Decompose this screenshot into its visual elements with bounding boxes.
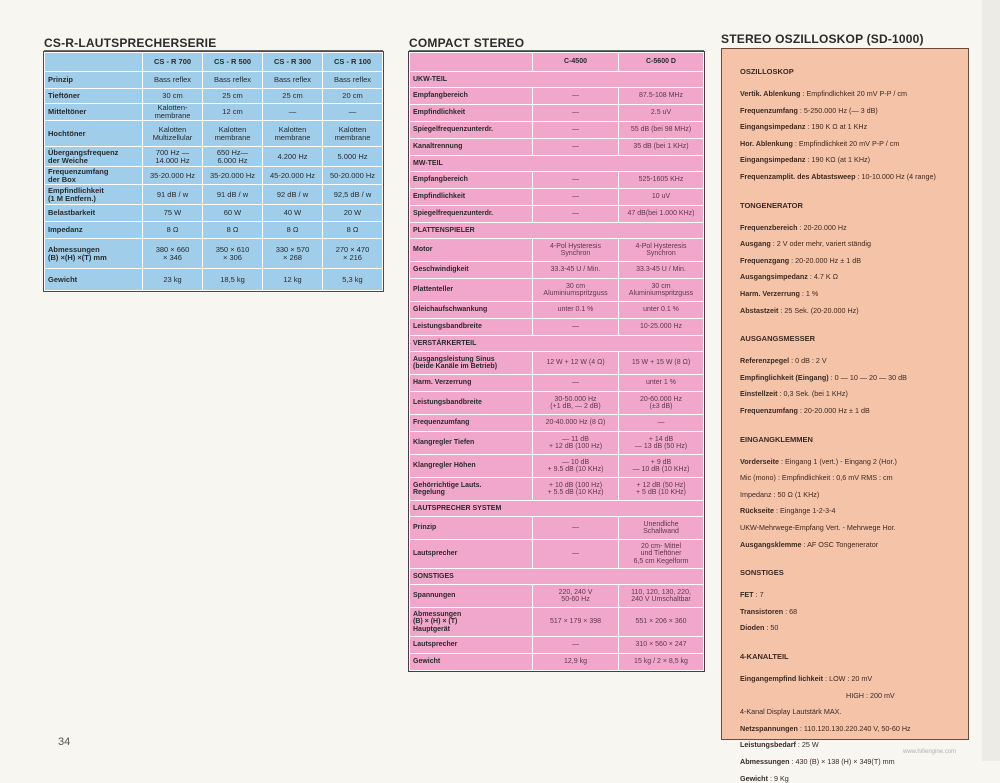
row-label: Abmessungen (B) ×(H) ×(T) mm	[45, 239, 143, 269]
spec-key: Leistungsbedarf	[740, 740, 796, 750]
cell-value: 15 W + 15 W (8 Ω)	[619, 352, 704, 375]
spec-line	[740, 707, 841, 716]
spec-line	[740, 506, 836, 515]
page-edge	[982, 0, 1000, 761]
table-row	[410, 189, 704, 206]
cell-value: 4.200 Hz	[263, 147, 323, 167]
cell-value: 92,5 dB / w	[323, 185, 383, 205]
cell-value: 12,9 kg	[533, 654, 619, 671]
spec-value: UKW-Mehrwege-Empfang Vert. - Mehrwege Hor.	[740, 523, 896, 532]
cell-value: 517 × 179 × 398	[533, 608, 619, 637]
spec-line	[740, 724, 911, 733]
table-row	[410, 88, 704, 105]
row-label: Motor	[410, 239, 533, 262]
spec-line	[740, 272, 838, 281]
cell-value: 330 × 570 × 268	[263, 239, 323, 269]
cell-value: 33.3-45 U / Min.	[533, 262, 619, 279]
spec-line	[740, 373, 907, 382]
spec-value: Impedanz : 50 Ω (1 KHz)	[740, 489, 820, 499]
spec-key: FET	[740, 590, 754, 600]
table-row	[410, 375, 704, 392]
cell-value: Bass reflex	[263, 72, 323, 89]
row-label: Spiegelfrequenzunterdr.	[410, 122, 533, 139]
cell-value: 40 W	[263, 205, 323, 222]
cell-value: 8 Ω	[263, 222, 323, 239]
spec-value: : 9 Kg	[767, 773, 789, 783]
table-row	[45, 72, 383, 89]
cell-value: 25 cm	[263, 89, 323, 104]
compact-table-header	[410, 53, 704, 72]
row-label: Leistungsbandbreite	[410, 319, 533, 336]
row-label: Gehörrichtige Lauts. Regelung	[410, 478, 533, 501]
cell-value: 270 × 470 × 216	[323, 239, 383, 269]
cell-value: Bass reflex	[323, 72, 383, 89]
speakers-col-header	[45, 53, 143, 72]
spec-key: Ausgangsimpedanz	[740, 272, 808, 282]
table-row	[410, 206, 704, 223]
cell-value: Kalotten Multizellular	[143, 121, 203, 147]
cell-value: —	[323, 104, 383, 121]
cell-value: —	[533, 375, 619, 392]
cell-value: —	[533, 139, 619, 156]
speakers-table	[44, 52, 383, 291]
cell-value: 35-20.000 Hz	[143, 167, 203, 185]
spec-value: : LOW : 20 mV	[823, 674, 873, 683]
spec-line	[740, 155, 870, 164]
table-row	[410, 302, 704, 319]
table-row	[45, 269, 383, 291]
section-heading: SONSTIGES	[740, 568, 784, 578]
speakers-col-header: CS - R 500	[203, 53, 263, 72]
spec-key: Dioden	[740, 623, 765, 633]
cell-value: —	[533, 206, 619, 223]
row-label: Plattenteller	[410, 279, 533, 302]
section-heading: PLATTENSPIELER	[410, 223, 704, 239]
spec-line	[740, 172, 936, 181]
cell-value: 10-25.000 Hz	[619, 319, 704, 336]
cell-value: unter 0.1 %	[619, 302, 704, 319]
spec-value: : 1 %	[799, 289, 819, 298]
cell-value: 2.5 uV	[619, 105, 704, 122]
cell-value: 91 dB / w	[143, 185, 203, 205]
spec-key: Netzspannungen	[740, 723, 798, 733]
spec-key: Abstastzeit	[740, 305, 779, 315]
spec-line	[740, 490, 819, 499]
spec-key: Referenzpegel	[740, 356, 790, 366]
spec-key: Ausgang	[740, 239, 771, 249]
table-row	[410, 139, 704, 156]
row-label: Frequenzumfang der Box	[45, 167, 143, 185]
cell-value: 33.3-45 U / Min.	[619, 262, 704, 279]
cell-value: 75 W	[143, 205, 203, 222]
spec-value: : 20-20.000 Hz	[797, 222, 847, 232]
compact-title: COMPACT STEREO	[409, 36, 525, 50]
speakers-title: CS-R-LAUTSPRECHERSERIE	[44, 36, 217, 50]
spec-line	[740, 590, 764, 599]
spec-line	[740, 139, 899, 148]
cell-value: 110, 120, 130, 220, 240 V Umschaltbar	[619, 585, 704, 608]
cell-value: 18,5 kg	[203, 269, 263, 291]
spec-key: Frequenzbereich	[740, 222, 798, 232]
speakers-col-header: CS - R 300	[263, 53, 323, 72]
cell-value: 35 dB (bei 1 KHz)	[619, 139, 704, 156]
cell-value: 20 W	[323, 205, 383, 222]
spec-value: : Eingänge 1-2-3-4	[773, 506, 836, 516]
row-label: Prinzip	[45, 72, 143, 89]
table-row	[410, 540, 704, 569]
section-row	[410, 156, 704, 172]
cell-value: 380 × 660 × 346	[143, 239, 203, 269]
spec-key: Vertik. Ablenkung	[740, 89, 801, 98]
table-row	[410, 608, 704, 637]
table-row	[410, 517, 704, 540]
spec-value: : 50	[764, 623, 779, 633]
spec-key: Eingangempfind lichkeit	[740, 674, 824, 683]
cell-value: Bass reflex	[203, 72, 263, 89]
spec-line	[740, 106, 878, 115]
cell-value: —	[533, 122, 619, 139]
cell-value: —	[533, 637, 619, 654]
cell-value: 350 × 610 × 306	[203, 239, 263, 269]
compact-col-header: C-4500	[533, 53, 619, 72]
spec-line	[740, 523, 896, 532]
cell-value: 60 W	[203, 205, 263, 222]
table-row	[45, 239, 383, 269]
cell-value: —	[533, 319, 619, 336]
page-number: 34	[58, 736, 71, 748]
spec-line	[740, 389, 848, 398]
table-row	[410, 585, 704, 608]
spec-line	[740, 740, 819, 749]
cell-value: Kalotten membrane	[323, 121, 383, 147]
spec-key: Frequenzumfang	[740, 105, 798, 115]
spec-key: Harm. Verzerrung	[740, 289, 800, 298]
spec-key: Abmessungen	[740, 757, 790, 766]
cell-value: 20 cm	[323, 89, 383, 104]
spec-key: Ausgangsklemme	[740, 539, 802, 549]
cell-value: 45-20.000 Hz	[263, 167, 323, 185]
cell-value: 23 kg	[143, 269, 203, 291]
table-row	[410, 172, 704, 189]
spec-value: : 110.120.130.220.240 V, 50-60 Hz	[797, 723, 911, 733]
row-label: Spannungen	[410, 585, 533, 608]
spec-key: Vorderseite	[740, 456, 780, 466]
table-row	[410, 319, 704, 336]
row-label: Klangregler Tiefen	[410, 432, 533, 455]
spec-value: : 0,3 Sek. (bei 1 KHz)	[777, 389, 848, 399]
cell-value: 30-50.000 Hz (+1 dB, — 2 dB)	[533, 392, 619, 415]
row-label: Prinzip	[410, 517, 533, 540]
cell-value: 310 × 560 × 247	[619, 637, 704, 654]
spec-key: Frequenzumfang	[740, 406, 798, 415]
cell-value: 30 cm Aluminiumspritzguss	[619, 279, 704, 302]
spec-value: : Empfindlichkeit 20 mV P-P / cm	[792, 138, 900, 148]
table-row	[410, 239, 704, 262]
spec-line	[740, 774, 789, 783]
table-row	[410, 478, 704, 501]
spec-value: : 68	[783, 606, 798, 616]
table-row	[45, 89, 383, 104]
spec-line	[740, 674, 872, 683]
speakers-col-header: CS - R 700	[143, 53, 203, 72]
spec-line	[740, 540, 878, 549]
row-label: Ausgangsleistung Sinus (beide Kanäle im Betrieb)	[410, 352, 533, 375]
spec-line	[740, 473, 893, 482]
spec-value: : 25 W	[795, 740, 819, 750]
cell-value: —	[533, 517, 619, 540]
section-heading: EINGANGKLEMMEN	[740, 434, 813, 444]
spec-line	[740, 89, 907, 98]
spec-key: Frequenzgang	[740, 255, 790, 265]
cell-value: + 10 dB (100 Hz) + 5.5 dB (10 KHz)	[533, 478, 619, 501]
spec-key: Einstellzeit	[740, 389, 778, 399]
cell-value: 20-60.000 Hz (±3 dB)	[619, 392, 704, 415]
table-row	[410, 432, 704, 455]
cell-value: 650 Hz— 6.000 Hz	[203, 147, 263, 167]
cell-value: 20-40.000 Hz (8 Ω)	[533, 415, 619, 432]
spec-key: Rückseite	[740, 506, 774, 516]
section-row	[410, 223, 704, 239]
cell-value: 551 × 206 × 360	[619, 608, 704, 637]
row-label: Impedanz	[45, 222, 143, 239]
row-label: Klangregler Höhen	[410, 455, 533, 478]
spec-line	[740, 306, 859, 315]
spec-value: : 0 dB : 2 V	[789, 356, 827, 366]
table-row	[45, 104, 383, 121]
spec-value: : 4.7 K Ω	[807, 272, 839, 282]
spec-key: Frequenzamplit. des Abtastsweep	[740, 172, 856, 181]
spec-line	[740, 256, 861, 265]
row-label: Lautsprecher	[410, 540, 533, 569]
cell-value: 5,3 kg	[323, 269, 383, 291]
cell-value: 12 kg	[263, 269, 323, 291]
credit-text: www.hifiengine.com	[903, 749, 957, 755]
spec-line	[740, 406, 870, 415]
table-row	[45, 222, 383, 239]
row-label: Kanaltrennung	[410, 139, 533, 156]
spec-line	[740, 623, 778, 632]
row-label: Spiegelfrequenzunterdr.	[410, 206, 533, 223]
spec-value: : Eingang 1 (vert.) - Eingang 2 (Hor.)	[779, 456, 897, 466]
section-row	[410, 336, 704, 352]
cell-value: 30 cm Aluminiumspritzguss	[533, 279, 619, 302]
spec-value: : 2 V oder mehr, variert ständig	[770, 239, 872, 249]
section-heading: AUSGANGSMESSER	[740, 334, 816, 344]
table-row	[410, 415, 704, 432]
section-heading: SONSTIGES	[410, 569, 704, 585]
spec-key: Eingangsimpedanz	[740, 122, 806, 132]
cell-value: 4-Pol Hysteresis Synchron	[619, 239, 704, 262]
cell-value: Bass reflex	[143, 72, 203, 89]
section-heading: LAUTSPRECHER SYSTEM	[410, 501, 704, 517]
table-row	[410, 455, 704, 478]
section-heading: OSZILLOSKOP	[740, 67, 794, 76]
row-label: Tieftöner	[45, 89, 143, 104]
spec-value: Mic (mono) : Empfindlichkeit : 0,6 mV RMS : cm	[740, 473, 893, 483]
spec-line	[740, 757, 895, 766]
cell-value: 8 Ω	[143, 222, 203, 239]
spec-value: : 25 Sek. (20-20.000 Hz)	[778, 305, 859, 315]
spec-value: : AF OSC Tongenerator	[801, 539, 879, 549]
cell-value: 47 dB(bei 1.000 KHz)	[619, 206, 704, 223]
table-row	[410, 122, 704, 139]
row-label: Leistungsbandbreite	[410, 392, 533, 415]
spec-value: : 20-20.000 Hz ± 1 dB	[789, 255, 861, 265]
section-row	[410, 501, 704, 517]
row-label: Abmessungen (B) × (H) × (T) Hauptgerät	[410, 608, 533, 637]
cell-value: —	[533, 105, 619, 122]
cell-value: 30 cm	[143, 89, 203, 104]
spec-line: HIGH : 200 mV	[846, 690, 895, 700]
row-label: Empfindlichkeit	[410, 189, 533, 206]
cell-value: 91 dB / w	[203, 185, 263, 205]
cell-value: —	[533, 88, 619, 105]
cell-value: Unendliche Schallwand	[619, 517, 704, 540]
spec-value: 4-Kanal Display Lautstärk MAX.	[740, 707, 842, 717]
table-row	[410, 352, 704, 375]
spec-key: Eingangsimpedanz	[740, 155, 806, 165]
cell-value: 25 cm	[203, 89, 263, 104]
cell-value: 12 W + 12 W (4 Ω)	[533, 352, 619, 375]
spec-line	[740, 289, 818, 298]
spec-key: Hor. Ablenkung	[740, 138, 793, 148]
compact-title-rule	[409, 50, 704, 51]
table-row	[45, 205, 383, 222]
table-row	[45, 167, 383, 185]
cell-value: — 11 dB + 12 dB (100 Hz)	[533, 432, 619, 455]
spec-line	[740, 122, 867, 131]
row-label: Hochtöner	[45, 121, 143, 147]
cell-value: 92 dB / w	[263, 185, 323, 205]
speakers-title-rule	[44, 50, 383, 51]
row-label: Empfindlichkeit	[410, 105, 533, 122]
row-label: Frequenzumfang	[410, 415, 533, 432]
section-heading: VERSTÄRKERTEIL	[410, 336, 704, 352]
spec-value: : 20-20.000 Hz ± 1 dB	[797, 406, 870, 415]
cell-value: 8 Ω	[323, 222, 383, 239]
row-label: Übergangsfrequenz der Weiche	[45, 147, 143, 167]
spec-line	[740, 223, 847, 232]
spec-value: : 10-10.000 Hz (4 range)	[855, 172, 936, 181]
cell-value: Kalotten membrane	[263, 121, 323, 147]
table-row	[410, 654, 704, 671]
cell-value: 4-Pol Hysteresis Synchron	[533, 239, 619, 262]
row-label: Lautsprecher	[410, 637, 533, 654]
cell-value: 50-20.000 Hz	[323, 167, 383, 185]
section-row	[410, 569, 704, 585]
cell-value: — 10 dB + 9.5 dB (10 KHz)	[533, 455, 619, 478]
section-heading: MW-TEIL	[410, 156, 704, 172]
table-row	[45, 147, 383, 167]
cell-value: —	[263, 104, 323, 121]
compact-col-header: C-5600 D	[619, 53, 704, 72]
row-label: Belastbarkeit	[45, 205, 143, 222]
table-row	[410, 637, 704, 654]
cell-value: —	[533, 189, 619, 206]
table-row	[410, 262, 704, 279]
spec-line	[740, 239, 871, 248]
cell-value: 220, 240 V 50-60 Hz	[533, 585, 619, 608]
table-row	[410, 279, 704, 302]
table-row	[410, 392, 704, 415]
row-label: Empfangbereich	[410, 88, 533, 105]
spec-value: : 190 K Ω at 1 KHz	[805, 122, 868, 132]
cell-value: + 12 dB (50 Hz) + 5 dB (10 KHz)	[619, 478, 704, 501]
spec-key: Transistoren	[740, 606, 784, 616]
row-label: Gewicht	[45, 269, 143, 291]
row-label: Gewicht	[410, 654, 533, 671]
cell-value: 20 cm- Mittel und Tieftöner 6,5 cm Kegelform	[619, 540, 704, 569]
cell-value: 35-20.000 Hz	[203, 167, 263, 185]
cell-value: Kalotten membrane	[203, 121, 263, 147]
spec-value: : 5-250.000 Hz (— 3 dB)	[797, 105, 878, 115]
spec-line	[740, 607, 797, 616]
section-heading: 4-KANALTEIL	[740, 652, 789, 661]
cell-value: unter 1 %	[619, 375, 704, 392]
spec-line	[740, 457, 897, 466]
row-label: Mitteltöner	[45, 104, 143, 121]
spec-value: : 430 (B) × 138 (H) × 349(T) mm	[789, 757, 895, 766]
cell-value: 55 dB (bei 98 MHz)	[619, 122, 704, 139]
cell-value: unter 0.1 %	[533, 302, 619, 319]
spec-value: : 0 — 10 — 20 — 30 dB	[828, 372, 907, 382]
cell-value: 700 Hz — 14.000 Hz	[143, 147, 203, 167]
row-label: Geschwindigkeit	[410, 262, 533, 279]
section-heading: UKW-TEIL	[410, 72, 704, 88]
cell-value: 525-1605 KHz	[619, 172, 704, 189]
cell-value: —	[619, 415, 704, 432]
cell-value: 10 uV	[619, 189, 704, 206]
cell-value: + 9 dB — 10 dB (10 KHz)	[619, 455, 704, 478]
table-row	[410, 105, 704, 122]
compact-col-header	[410, 53, 533, 72]
cell-value: 12 cm	[203, 104, 263, 121]
cell-value: Kalotten- membrane	[143, 104, 203, 121]
speakers-col-header: CS - R 100	[323, 53, 383, 72]
cell-value: —	[533, 172, 619, 189]
spec-line	[740, 356, 827, 365]
spec-key: Empfinglichkeit (Eingang)	[740, 372, 829, 382]
spec-value: : Empfindlichkeit 20 mV P-P / cm	[800, 89, 907, 98]
cell-value: 8 Ω	[203, 222, 263, 239]
cell-value: + 14 dB — 13 dB (50 Hz)	[619, 432, 704, 455]
table-row	[45, 121, 383, 147]
table-row	[45, 185, 383, 205]
spec-value: : 7	[753, 590, 764, 600]
section-row	[410, 72, 704, 88]
section-heading: TONGENERATOR	[740, 200, 803, 210]
spec-value: : 190 KΩ (at 1 KHz)	[805, 155, 870, 165]
compact-table	[409, 52, 704, 671]
row-label: Harm. Verzerrung	[410, 375, 533, 392]
spec-key: Gewicht	[740, 773, 768, 783]
oscilloscope-title: STEREO OSZILLOSKOP (SD-1000)	[721, 32, 924, 46]
row-label: Gleichaufschwankung	[410, 302, 533, 319]
cell-value: 5.000 Hz	[323, 147, 383, 167]
row-label: Empfangbereich	[410, 172, 533, 189]
row-label: Empfindlichkeit (1 M Entfern.)	[45, 185, 143, 205]
cell-value: —	[533, 540, 619, 569]
speakers-table-header	[45, 53, 383, 72]
cell-value: 87.5-108 MHz	[619, 88, 704, 105]
cell-value: 15 kg / 2 × 8,5 kg	[619, 654, 704, 671]
